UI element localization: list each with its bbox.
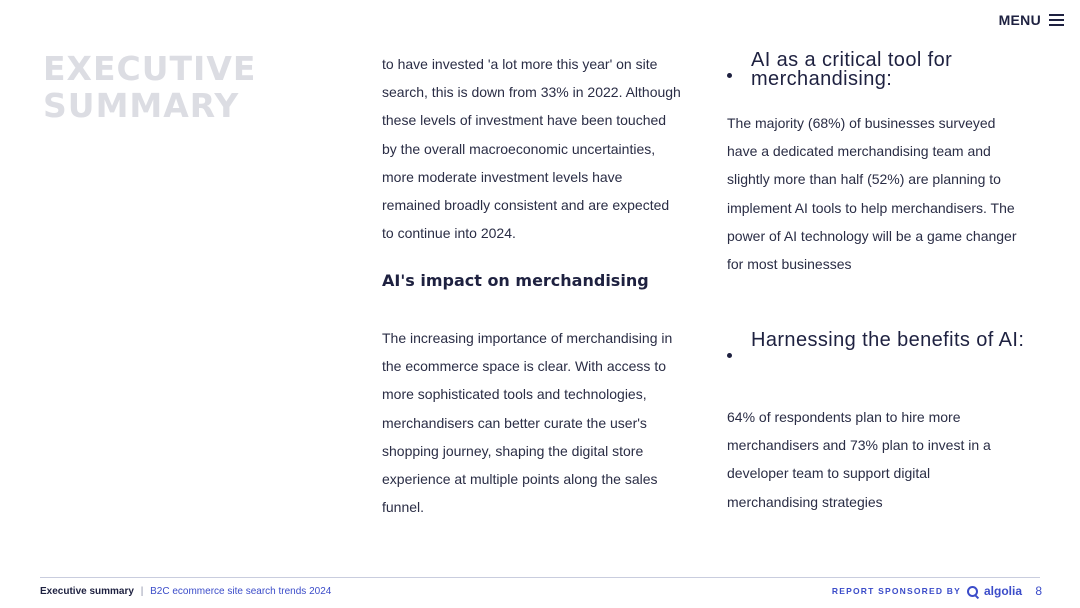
bullet-heading-1 [727, 51, 1027, 89]
right-paragraph-1: The majority (68%) of businesses surveyed have a dedicated merchandising team and slightly more than half (52%) are planning to implement AI tools to help merchandisers. The power of AI technology will be a game changer for most businesses [727, 115, 1017, 273]
middle-column [382, 50, 682, 516]
middle-intro-paragraph: to have invested 'a lot more this year' on site search, this is down from 33% in 2022. Although these levels of investment have been touched by the overall macroeconomic uncertainties, more moderate investment levels have remained broadly consistent and are expected to continue into 2024. [382, 56, 681, 242]
footer-separator: | [140, 586, 144, 597]
right-paragraph-2: 64% of respondents plan to hire more merchandisers and 73% plan to invest in a developer team to support digital merchandising strategies [727, 409, 991, 510]
footer-breadcrumb [40, 586, 331, 597]
bullet-heading-2-text: Harnessing the benefits of AI: [751, 329, 1025, 351]
sponsored-label: REPORT SPONSORED BY [831, 586, 961, 596]
algolia-logo-icon [967, 586, 978, 597]
algolia-brand: algolia [983, 584, 1022, 598]
page-title-line2: SUMMARY [43, 86, 240, 125]
menu-label: MENU [998, 12, 1041, 28]
page-number: 8 [1035, 584, 1042, 598]
bullet-icon [727, 73, 732, 78]
bullet-heading-2 [727, 331, 1024, 358]
bullet-heading-1-text: AI as a critical tool for merchandising: [751, 49, 953, 90]
hamburger-icon [1049, 14, 1064, 26]
footer-report-title: B2C ecommerce site search trends 2024 [150, 586, 332, 597]
page-title-line1: EXECUTIVE [43, 49, 257, 88]
bullet-icon [727, 353, 732, 358]
middle-body-paragraph: The increasing importance of merchandising in the ecommerce space is clear. With access to more sophisticated tools and technologies, merchandisers can better curate the user's shopping journey, shaping the digital store experience at multiple points along the sales funnel. [382, 330, 673, 516]
footer-section-link[interactable]: Executive summary [40, 586, 134, 597]
menu-button[interactable] [999, 12, 1064, 28]
middle-section-heading: AI's impact on merchandising [382, 271, 649, 290]
page-title [43, 50, 256, 124]
footer-divider [40, 577, 1040, 578]
sponsor-block [832, 584, 1022, 598]
